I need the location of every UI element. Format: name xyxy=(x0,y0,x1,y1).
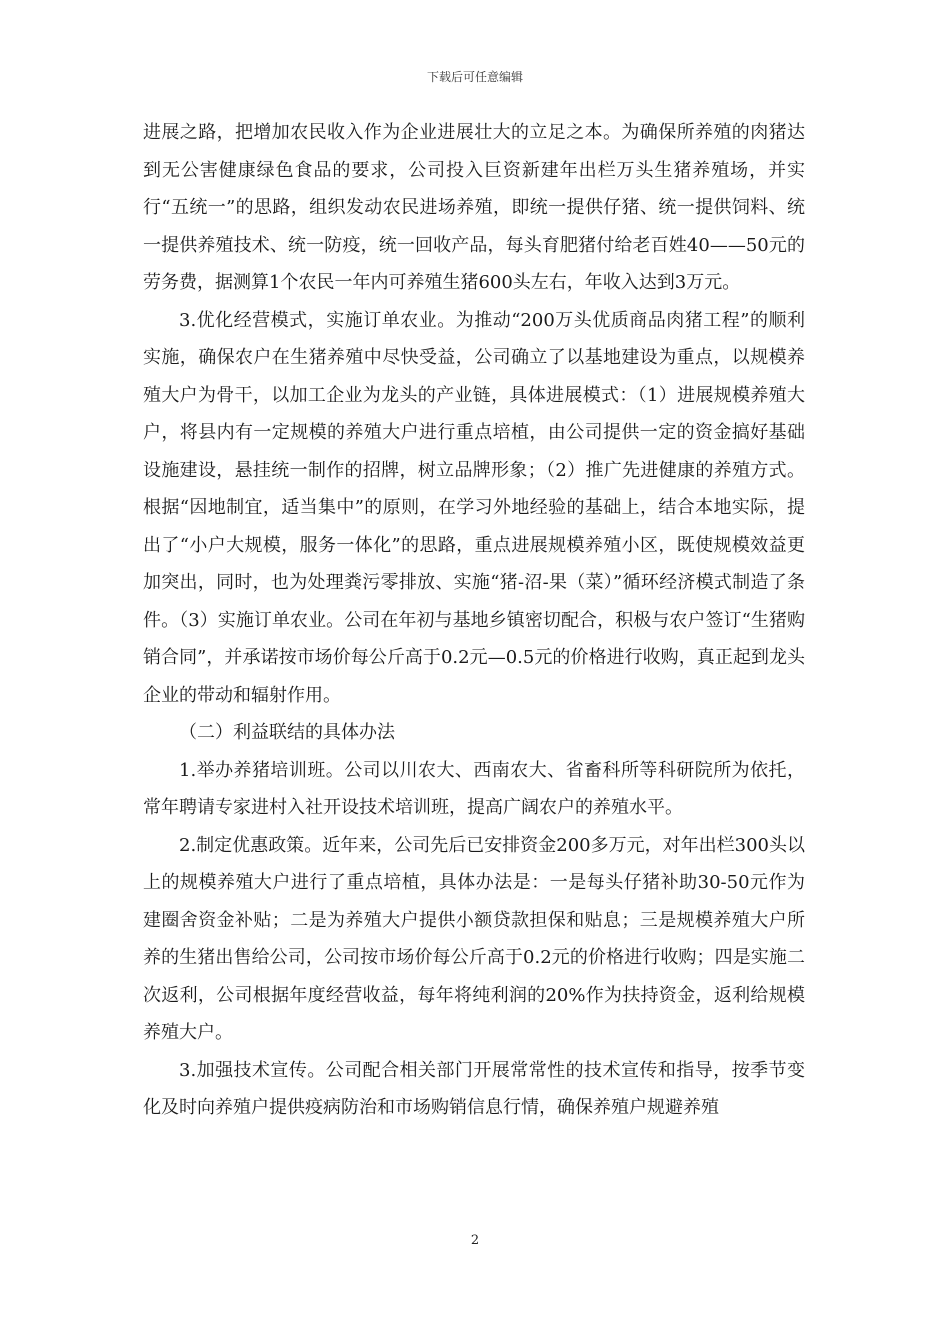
document-body xyxy=(143,114,805,1127)
paragraph-business-model: 3.优化经营模式，实施订单农业。为推动“200万头优质商品肉猪工程”的顺利实施，确保农户在生猪养殖中尽快受益，公司确立了以基地建设为重点，以规模养殖大户为骨干，以加工企业为龙头的产业链，具体进展模式：（1）进展规模养殖大户，将县内有一定规模的养殖大户进行重点培植，由公司提供一定的资金搞好基础设施建设，悬挂统一制作的招牌，树立品牌形象；（2）推广先进健康的养殖方式。根据“因地制宜，适当集中”的原则，在学习外地经验的基础上，结合本地实际，提出了“小户大规模，服务一体化”的思路，重点进展规模养殖小区，既使规模效益更加突出，同时，也为处理粪污零排放、实施“猪-沼-果（菜）”循环经济模式制造了条件。（3）实施订单农业。公司在年初与基地乡镇密切配合，积极与农户签订“生猪购销合同”，并承诺按市场价每公斤高于0.2元—0.5元的价格进行收购，真正起到龙头企业的带动和辐射作用。 xyxy=(143,309,805,706)
paragraph-continued: 进展之路，把增加农民收入作为企业进展壮大的立足之本。为确保所养殖的肉猪达到无公害健康绿色食品的要求，公司投入巨资新建年出栏万头生猪养殖场，并实行“五统一”的思路，组织发动农民进场养殖，即统一提供仔猪、统一提供饲料、统一提供养殖技术、统一防疫，统一回收产品，每头育肥猪付给老百姓40——50元的劳务费，据测算1个农民一年内可养殖生猪600头左右，年收入达到3万元。 xyxy=(143,122,805,293)
paragraph-tech-promotion: 3.加强技术宣传。公司配合相关部门开展常常性的技术宣传和指导，按季节变化及时向养殖户提供疫病防治和市场购销信息行情，确保养殖户规避养殖 xyxy=(143,1059,805,1118)
paragraph-training: 1.举办养猪培训班。公司以川农大、西南农大、省畜科所等科研院所为依托，常年聘请专家进村入社开设技术培训班，提高广阔农户的养殖水平。 xyxy=(143,759,805,818)
section-heading: （二）利益联结的具体办法 xyxy=(179,722,395,743)
page-header: 下载后可任意编辑 xyxy=(426,70,523,84)
paragraph-policy: 2.制定优惠政策。近年来，公司先后已安排资金200多万元，对年出栏300头以上的规模养殖大户进行了重点培植，具体办法是：一是每头仔猪补助30-50元作为建圈舍资金补贴；二是为养殖大户提供小额贷款担保和贴息；三是规模养殖大户所养的生猪出售给公司，公司按市场价每公斤高于0.2元的价格进行收购；四是实施二次返利，公司根据年度经营收益，每年将纯利润的20%作为扶持资金，返利给规模养殖大户。 xyxy=(143,834,805,1043)
page-number: 2 xyxy=(470,1233,480,1248)
